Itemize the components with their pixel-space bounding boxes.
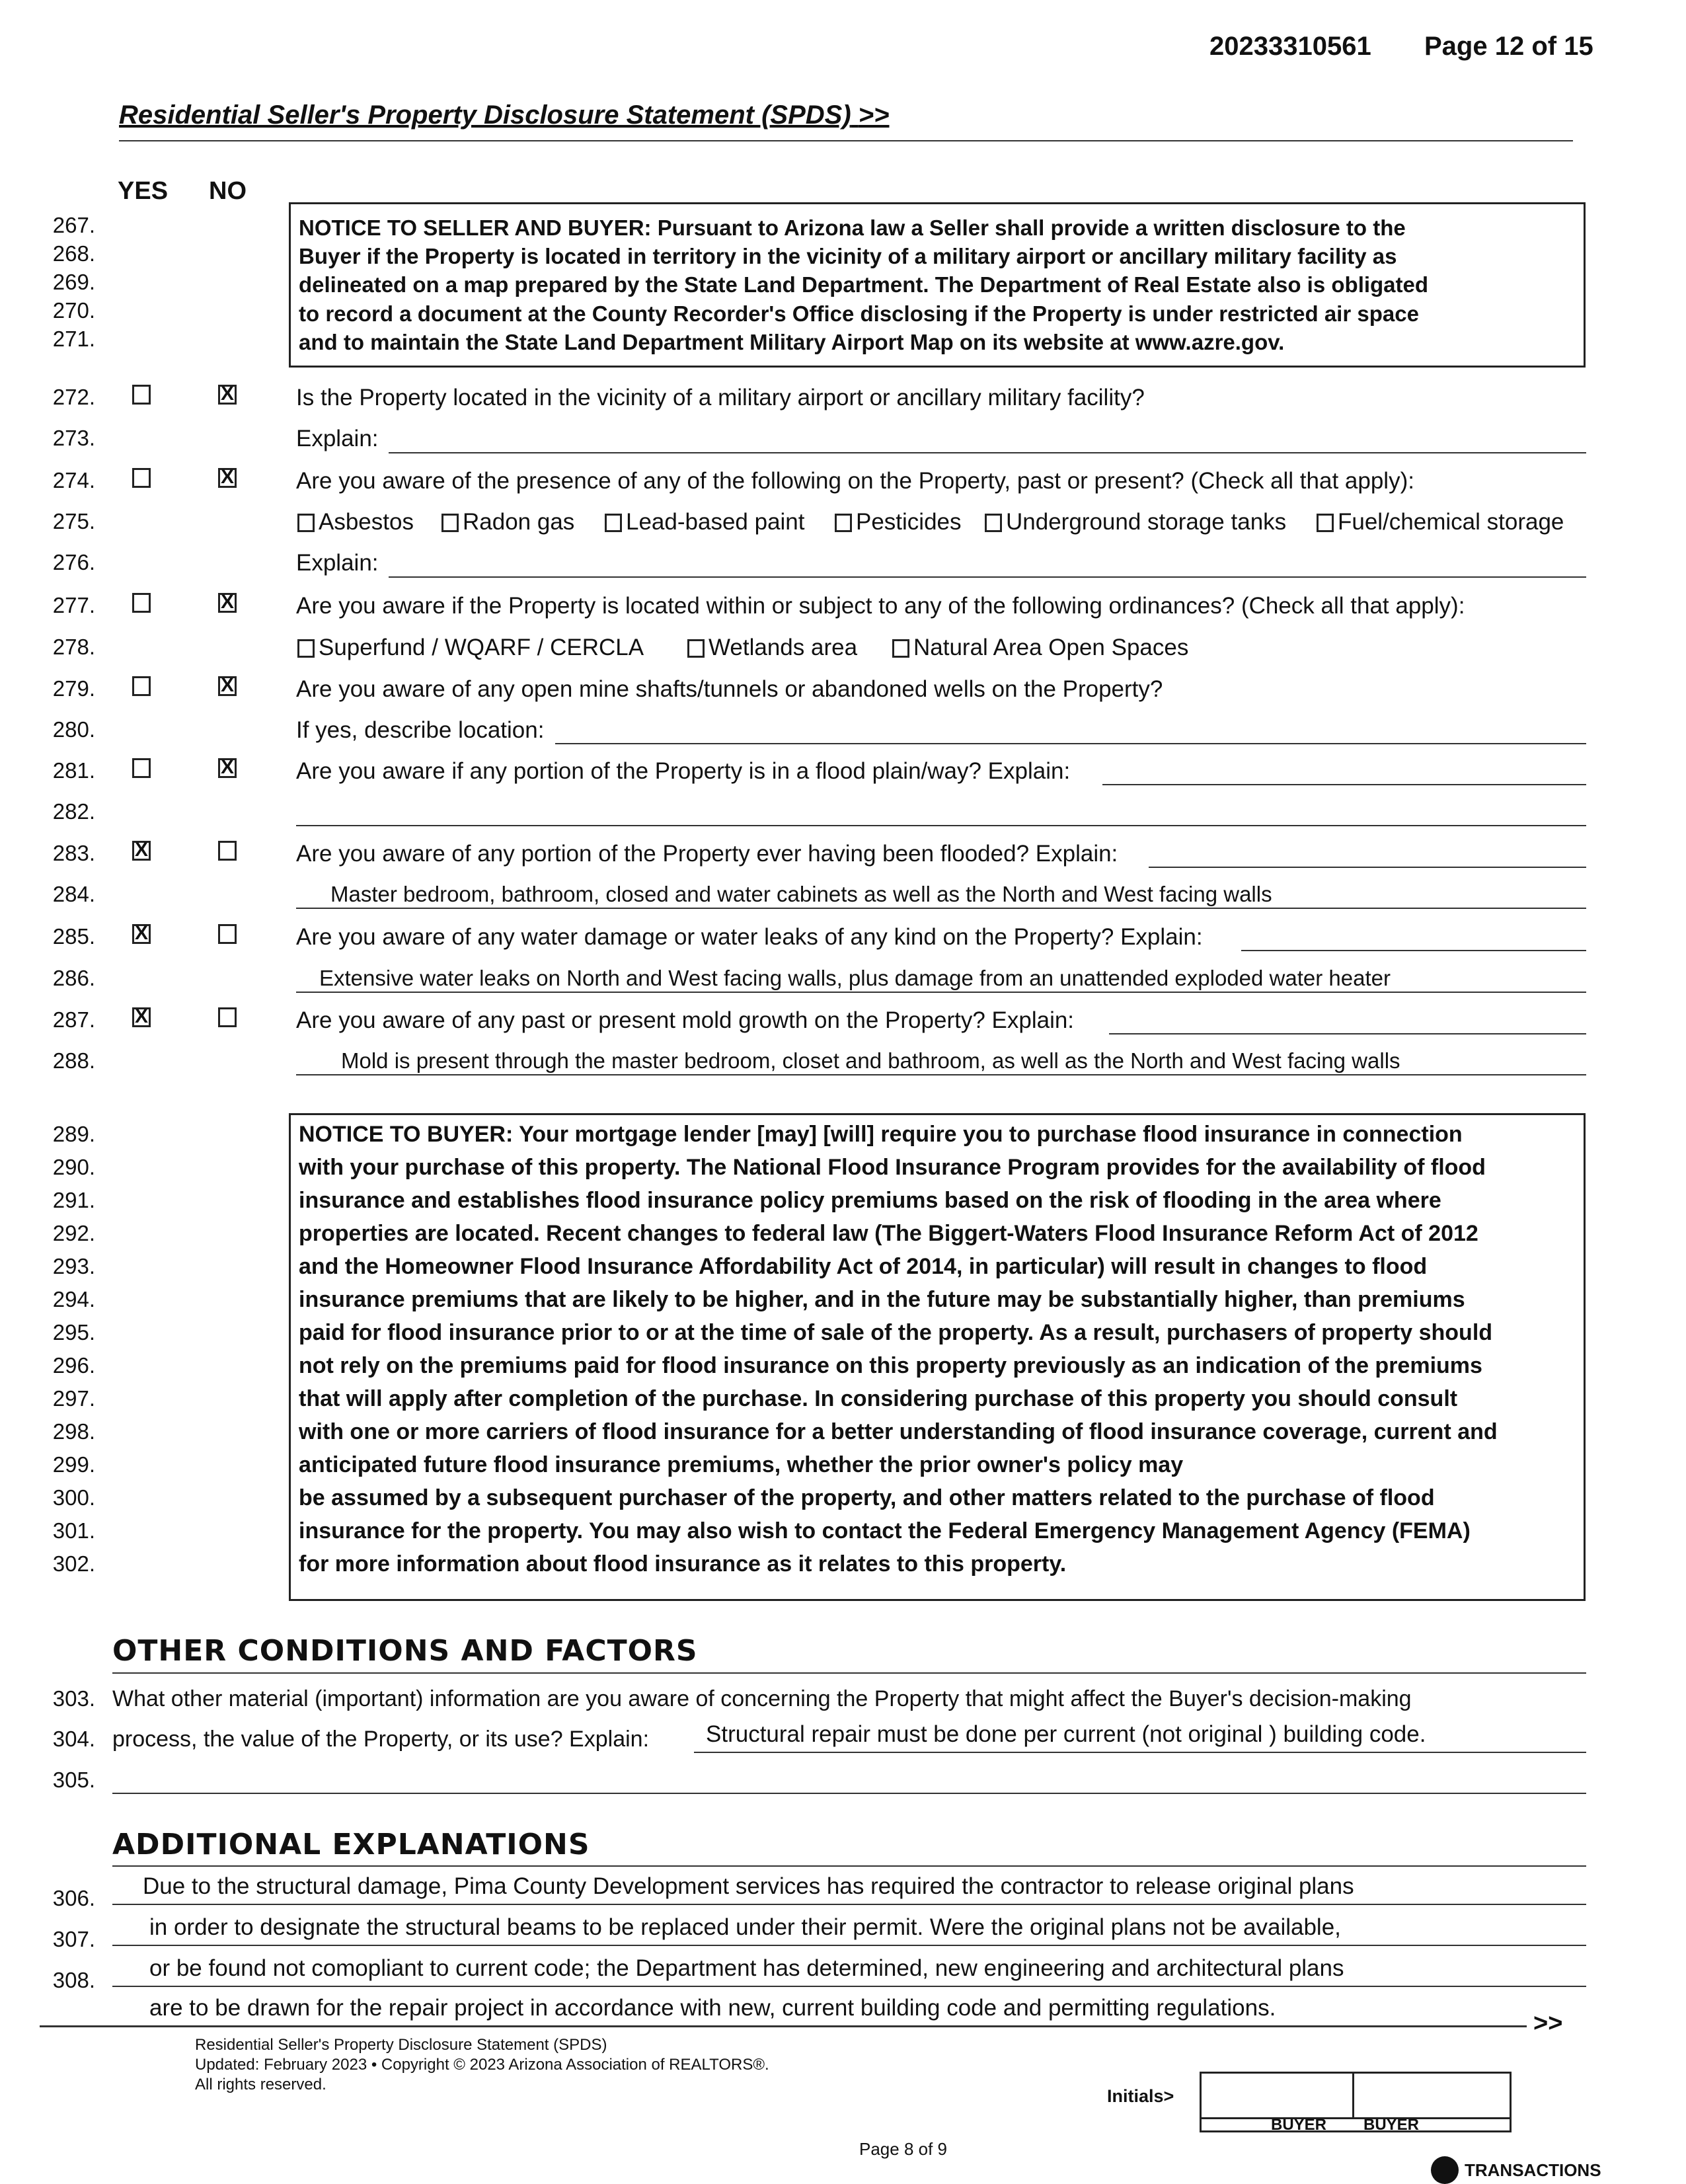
line-number: 287. <box>52 1007 95 1032</box>
answer-line[interactable] <box>112 1793 1586 1794</box>
yes-checkbox[interactable]: X <box>132 924 151 944</box>
line-number: 290. <box>52 1155 95 1179</box>
line-number: 272. <box>52 385 95 409</box>
other-conditions-heading: OTHER CONDITIONS AND FACTORS <box>112 1634 698 1668</box>
footer-rights: All rights reserved. <box>195 2076 326 2093</box>
yes-checkbox[interactable]: X <box>132 841 151 861</box>
option-checkbox <box>892 639 909 658</box>
initials-box <box>1200 2072 1512 2132</box>
other-conditions-answer[interactable]: Structural repair must be done per current (not original ) building code. <box>706 1721 1426 1747</box>
initials-divider <box>1202 2117 1510 2119</box>
option-checkbox <box>985 514 1002 532</box>
option-underground-storage-tanks[interactable]: Underground storage tanks <box>985 509 1286 535</box>
line-number: 281. <box>52 758 95 783</box>
option-checkbox <box>297 514 315 532</box>
footer-form-name: Residential Seller's Property Disclosure Statement (SPDS) <box>195 2036 607 2054</box>
option-pesticides[interactable]: Pesticides <box>835 509 962 535</box>
answer-line <box>112 1904 1586 1905</box>
answer-line <box>296 908 1586 909</box>
describe-location-label: If yes, describe location: <box>296 717 545 743</box>
buyer-2-initials-field[interactable] <box>1352 2074 1510 2119</box>
no-checkbox[interactable] <box>218 841 237 861</box>
explain-line[interactable] <box>1149 867 1586 868</box>
answer-line <box>296 992 1586 993</box>
line-number: 267. <box>52 213 95 237</box>
no-checkbox[interactable]: X <box>218 468 237 488</box>
line-number: 295. <box>52 1320 95 1345</box>
option-checkbox <box>835 514 852 532</box>
section-rule <box>112 1865 1586 1867</box>
line-number: 308. <box>52 1968 95 1992</box>
explanation-line[interactable]: in order to designate the structural beams to be replaced under their permit. Were the original plans not be available, <box>149 1914 1341 1940</box>
line-number: 301. <box>52 1518 95 1543</box>
buyer-1-label: BUYER <box>1271 2116 1327 2134</box>
line-number: 274. <box>52 468 95 492</box>
question-text: Are you aware if any portion of the Property is in a flood plain/way? Explain: <box>296 758 1071 784</box>
explain-label: Explain: <box>296 550 379 576</box>
line-number: 300. <box>52 1485 95 1510</box>
explain-label: Explain: <box>296 426 379 451</box>
yes-checkbox[interactable] <box>132 468 151 488</box>
option-checkbox <box>441 514 459 532</box>
explanation-line[interactable]: are to be drawn for the repair project in accordance with new, current building code and permitting regulations. <box>149 1995 1276 2021</box>
document-id: 20233310561 <box>1209 32 1371 61</box>
no-column-header: NO <box>209 177 247 205</box>
location-line[interactable] <box>555 743 1586 744</box>
yes-checkbox[interactable] <box>132 385 151 405</box>
explanation-line[interactable]: or be found not comopliant to current code; the Department has determined, new engineering and architectural plans <box>149 1955 1344 1981</box>
continue-arrow: >> <box>1533 2009 1563 2037</box>
line-number: 304. <box>52 1727 95 1751</box>
line-number: 298. <box>52 1419 95 1444</box>
line-number: 285. <box>52 924 95 949</box>
line-number: 296. <box>52 1353 95 1378</box>
footer-page-number: Page 8 of 9 <box>859 2139 947 2159</box>
line-number: 270. <box>52 298 95 323</box>
question-text: Are you aware of any past or present mold growth on the Property? Explain: <box>296 1007 1075 1033</box>
question-text: Are you aware of any portion of the Property ever having been flooded? Explain: <box>296 841 1118 867</box>
other-conditions-question-cont: process, the value of the Property, or its use? Explain: <box>112 1727 650 1752</box>
title-rule <box>119 140 1573 141</box>
page-counter: Page 12 of 15 <box>1424 32 1593 61</box>
option-asbestos[interactable]: Asbestos <box>297 509 414 535</box>
line-number: 299. <box>52 1452 95 1477</box>
question-text: Are you aware if the Property is located within or subject to any of the following ordinances? (Check all that apply): <box>296 593 1465 619</box>
line-number: 302. <box>52 1551 95 1576</box>
no-checkbox[interactable]: X <box>218 593 237 613</box>
line-number: 269. <box>52 270 95 294</box>
option-fuel-chemical-storage[interactable]: Fuel/chemical storage <box>1317 509 1564 535</box>
answer-text[interactable]: Mold is present through the master bedroom, closet and bathroom, as well as the North and West facing walls <box>341 1048 1400 1073</box>
option-checkbox <box>1317 514 1334 532</box>
line-number: 278. <box>52 635 95 659</box>
transactions-logo: TRANSACTIONS <box>1465 2160 1601 2180</box>
buyer-1-initials-field[interactable] <box>1202 2074 1354 2119</box>
question-text: Is the Property located in the vicinity of a military airport or ancillary military facility? <box>296 385 1145 410</box>
line-number: 277. <box>52 593 95 617</box>
form-title: Residential Seller's Property Disclosure Statement (SPDS) >> <box>119 100 890 130</box>
no-checkbox[interactable]: X <box>218 758 237 778</box>
notice-military-airport: NOTICE TO SELLER AND BUYER: Pursuant to Arizona law a Seller shall provide a written disclosure to the Buyer if the Property is located in territory in the vicinity of a military airport or ancillary military facility as delineated on a map prepared by the State Land Department. The Department of Real Estate also is obligated to record a document at the County Recorder's Office disclosing if the Property is under restricted air space and to maintain the State Land Department Military Airport Map on its website at www.azre.gov. <box>289 202 1586 368</box>
explain-line[interactable] <box>296 825 1586 826</box>
line-number: 276. <box>52 550 95 574</box>
section-rule <box>112 1672 1586 1674</box>
no-checkbox[interactable]: X <box>218 676 237 696</box>
line-number: 284. <box>52 882 95 906</box>
other-conditions-question: What other material (important) information are you aware of concerning the Property that might affect the Buyer's decision-making <box>112 1686 1412 1711</box>
yes-checkbox[interactable] <box>132 676 151 696</box>
question-text: Are you aware of the presence of any of the following on the Property, past or present? (Check all that apply): <box>296 468 1414 494</box>
continue-arrow: >> <box>858 100 890 130</box>
line-number: 279. <box>52 676 95 701</box>
line-number: 280. <box>52 717 95 742</box>
line-number: 305. <box>52 1768 95 1792</box>
line-number: 306. <box>52 1886 95 1910</box>
option-checkbox <box>605 514 622 532</box>
no-checkbox[interactable]: X <box>218 385 237 405</box>
option-checkbox <box>687 639 705 658</box>
yes-checkbox[interactable] <box>132 593 151 613</box>
line-number: 282. <box>52 799 95 824</box>
line-number: 297. <box>52 1386 95 1411</box>
yes-checkbox[interactable] <box>132 758 151 778</box>
explain-line[interactable] <box>1109 1033 1586 1034</box>
explain-line[interactable] <box>1241 950 1586 951</box>
option-natural-area-open-spaces[interactable]: Natural Area Open Spaces <box>892 635 1188 661</box>
option-superfund[interactable]: Superfund / WQARF / CERCLA <box>297 635 644 661</box>
line-number: 286. <box>52 966 95 990</box>
no-checkbox[interactable] <box>218 1007 237 1027</box>
option-wetlands-area[interactable]: Wetlands area <box>687 635 857 661</box>
line-number: 294. <box>52 1287 95 1311</box>
answer-text[interactable]: Extensive water leaks on North and West facing walls, plus damage from an unattended exploded water heater <box>319 966 1391 990</box>
explanation-line[interactable]: Due to the structural damage, Pima County Development services has required the contractor to release original plans <box>143 1873 1354 1899</box>
notice-flood-insurance: NOTICE TO BUYER: Your mortgage lender [may] [will] require you to purchase flood insurance in connection with your purchase of this property. The National Flood Insurance Program provides for the availability of flood insurance and establishes flood insurance policy premiums based on the risk of flooding in the area where properties are located. Recent changes to federal law (The Biggert-Waters Flood Insurance Reform Act of 2012 and the Homeowner Flood Insurance Affordability Act of 2014, in particular) will result in changes to flood insurance premiums that are likely to be higher, and in the future may be substantially higher, than premiums paid for flood insurance prior to or at the time of sale of the property. As a result, purchasers of property should not rely on the premiums paid for flood insurance on this property previously as an indication of the premiums that will apply after completion of the purchase. In considering purchase of this property you should consult with one or more carriers of flood insurance for a better understanding of flood insurance coverage, current and anticipated future flood insurance premiums, whether the prior owner's policy may be assumed by a subsequent purchaser of the property, and other matters related to the purchase of flood insurance for the property. You may also wish to contact the Federal Emergency Management Agency (FEMA) for more information about flood insurance as it relates to this property. <box>289 1113 1586 1601</box>
line-number: 271. <box>52 327 95 351</box>
line-number: 303. <box>52 1686 95 1711</box>
line-number: 273. <box>52 426 95 450</box>
transactions-logo-icon <box>1431 2156 1459 2184</box>
answer-line <box>296 1074 1586 1075</box>
answer-line <box>112 1986 1586 1987</box>
explain-line[interactable] <box>389 452 1586 453</box>
footer-copyright: Updated: February 2023 • Copyright © 2023 Arizona Association of REALTORS®. <box>195 2056 769 2074</box>
answer-line <box>112 1945 1586 1946</box>
additional-explanations-heading: ADDITIONAL EXPLANATIONS <box>112 1828 590 1861</box>
question-text: Are you aware of any open mine shafts/tunnels or abandoned wells on the Property? <box>296 676 1163 702</box>
yes-column-header: YES <box>118 177 169 205</box>
footer-rule <box>40 2025 1527 2027</box>
line-number: 283. <box>52 841 95 865</box>
line-number: 289. <box>52 1122 95 1146</box>
answer-text[interactable]: Master bedroom, bathroom, closed and water cabinets as well as the North and West facing walls <box>330 882 1272 906</box>
line-number: 275. <box>52 509 95 533</box>
line-number: 293. <box>52 1254 95 1278</box>
yes-checkbox[interactable]: X <box>132 1007 151 1027</box>
line-number: 268. <box>52 241 95 266</box>
line-number: 291. <box>52 1188 95 1212</box>
initials-label: Initials> <box>1107 2086 1174 2106</box>
option-checkbox <box>297 639 315 658</box>
no-checkbox[interactable] <box>218 924 237 944</box>
explain-line[interactable] <box>1102 784 1586 785</box>
option-lead-based-paint[interactable]: Lead-based paint <box>605 509 805 535</box>
line-number: 307. <box>52 1927 95 1951</box>
buyer-2-label: BUYER <box>1363 2116 1420 2134</box>
line-number: 292. <box>52 1221 95 1245</box>
explain-line[interactable] <box>389 576 1586 578</box>
line-number: 288. <box>52 1048 95 1073</box>
option-radon-gas[interactable]: Radon gas <box>441 509 574 535</box>
question-text: Are you aware of any water damage or water leaks of any kind on the Property? Explain: <box>296 924 1203 950</box>
answer-line <box>694 1752 1586 1753</box>
